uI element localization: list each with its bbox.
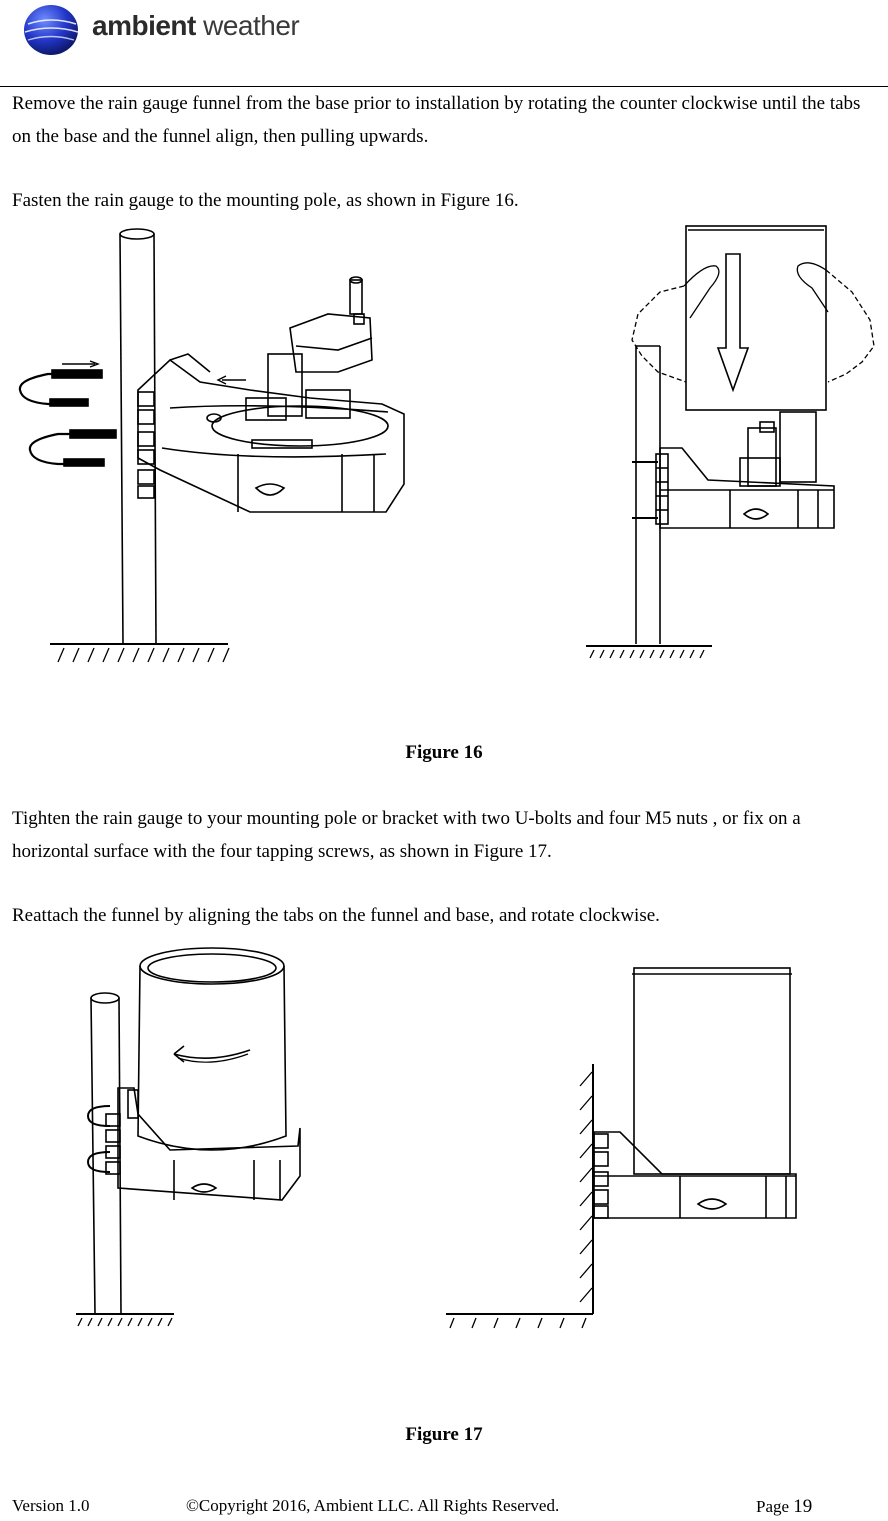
paragraph-fasten-gauge: Fasten the rain gauge to the mounting pole, as shown in Figure 16.	[12, 190, 519, 211]
footer-version: Version 1.0	[12, 1496, 90, 1515]
header-divider	[0, 86, 888, 87]
footer-page	[756, 1496, 812, 1518]
paragraph-remove-funnel: Remove the rain gauge funnel from the base prior to installation by rotating the counter clockwise until the tabs on the base and the funnel align, then pulling upwards.	[12, 93, 861, 147]
footer-copyright: ©Copyright 2016, Ambient LLC. All Rights Reserved.	[186, 1496, 560, 1515]
figure16-caption: Figure 16	[405, 742, 483, 763]
footer-page-number: 19	[793, 1496, 813, 1517]
ambient-weather-globe-logo-icon	[22, 2, 80, 56]
figure17-pole-mounted-illustration	[70, 938, 315, 1333]
paragraph-reattach-funnel: Reattach the funnel by aligning the tabs on the funnel and base, and rotate clockwise.	[12, 905, 660, 926]
brand-wordmark	[92, 10, 299, 42]
figure17-caption: Figure 17	[405, 1424, 483, 1445]
figure16-pole-ubolt-illustration	[10, 222, 430, 672]
figure17-wall-mounted-illustration	[440, 960, 810, 1335]
page-header	[0, 0, 888, 86]
brand-word-weather: weather	[203, 10, 300, 41]
figure16-funnel-hands-illustration	[580, 222, 885, 667]
footer-page-label: Page	[756, 1497, 790, 1516]
brand-word-ambient: ambient	[92, 10, 196, 41]
paragraph-tighten-gauge: Tighten the rain gauge to your mounting pole or bracket with two U-bolts and four M5 nuts , or fix on a horizontal surface with the four tapping screws, as shown in Figure 17.	[12, 808, 801, 862]
